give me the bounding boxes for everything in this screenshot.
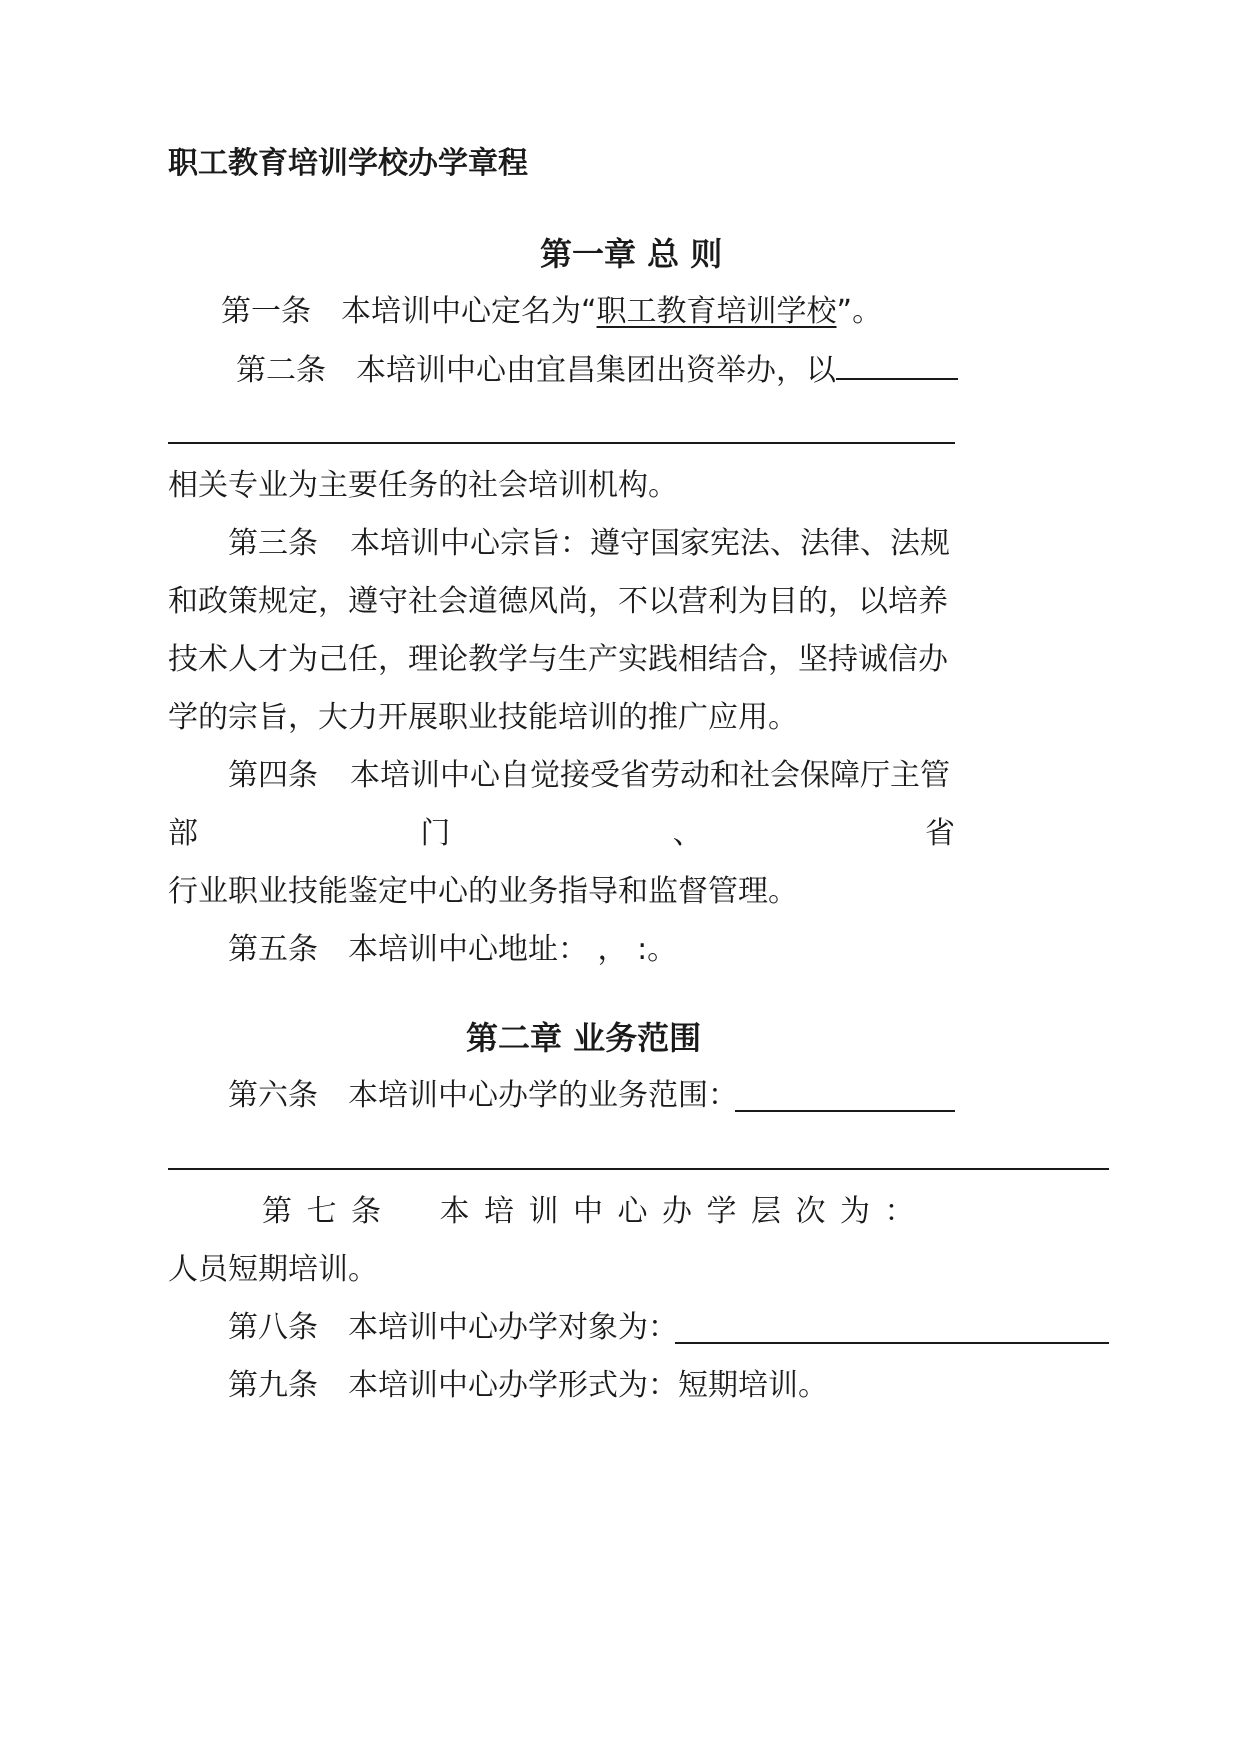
article-7 (262, 1192, 929, 1232)
article-3-line-1 (228, 524, 950, 564)
school-name: 职工教育培训学校 (596, 294, 837, 329)
article-9-label: 第九条 (228, 1368, 318, 1403)
article-2-text: 本培训中心由宜昌集团出资举办，以 (356, 353, 836, 388)
article-6-text: 本培训中心办学的业务范围： (348, 1078, 738, 1113)
article-3-text: 本培训中心宗旨：遵守国家宪法、法律、法规 (350, 526, 950, 561)
article-2-blank-line (168, 442, 955, 444)
article-4-line-3: 行业职业技能鉴定中心的业务指导和监督管理。 (168, 874, 798, 909)
article-2 (236, 350, 958, 391)
chapter-2-heading: 第二章 业务范围 (466, 1019, 702, 1057)
document-title: 职工教育培训学校办学章程 (168, 146, 528, 181)
article-6 (228, 1076, 738, 1116)
article-8-text: 本培训中心办学对象为： (348, 1310, 678, 1345)
article-7-continuation: 人员短期培训。 (168, 1252, 378, 1287)
article-3-line-2: 和政策规定，遵守社会道德风尚，不以营利为目的，以培养 (168, 584, 948, 619)
article-4-char-1: 部 (168, 816, 198, 851)
article-3-label: 第三条 (228, 526, 318, 561)
article-5 (228, 930, 677, 970)
article-7-label: 第七条 (262, 1194, 396, 1229)
article-9-text: 本培训中心办学形式为：短期培训。 (348, 1368, 828, 1403)
article-2-blank (836, 350, 958, 380)
article-6-blank (735, 1110, 955, 1112)
article-1 (221, 292, 882, 332)
article-3-line-4: 学的宗旨，大力开展职业技能培训的推广应用。 (168, 700, 798, 735)
article-8-label: 第八条 (228, 1310, 318, 1345)
article-1-text: 本培训中心定名为“ (341, 294, 597, 329)
article-5-text: 本培训中心地址： ， :。 (348, 932, 678, 967)
article-9 (228, 1366, 828, 1406)
article-5-label: 第五条 (228, 932, 318, 967)
article-7-text: 本培训中心办学层次为： (439, 1194, 929, 1229)
article-2-continuation: 相关专业为主要任务的社会培训机构。 (168, 468, 678, 503)
article-4-line-1 (228, 756, 950, 796)
article-4-line-2 (168, 814, 955, 854)
article-1-label: 第一条 (221, 294, 311, 329)
article-4-label: 第四条 (228, 758, 318, 793)
article-4-text: 本培训中心自觉接受省劳动和社会保障厅主管 (350, 758, 950, 793)
chapter-1-heading: 第一章 总 则 (540, 235, 723, 273)
article-6-label: 第六条 (228, 1078, 318, 1113)
article-4-char-4: 省 (924, 816, 955, 851)
article-8-blank (675, 1342, 1109, 1344)
article-6-blank-line (168, 1168, 1109, 1170)
article-8 (228, 1308, 678, 1348)
article-4-char-3: 、 (672, 816, 703, 851)
article-3-line-3: 技术人才为己任，理论教学与生产实践相结合，坚持诚信办 (168, 642, 948, 677)
article-1-end: ”。 (836, 294, 883, 329)
article-2-label: 第二条 (236, 353, 326, 388)
article-4-char-2: 门 (420, 816, 451, 851)
